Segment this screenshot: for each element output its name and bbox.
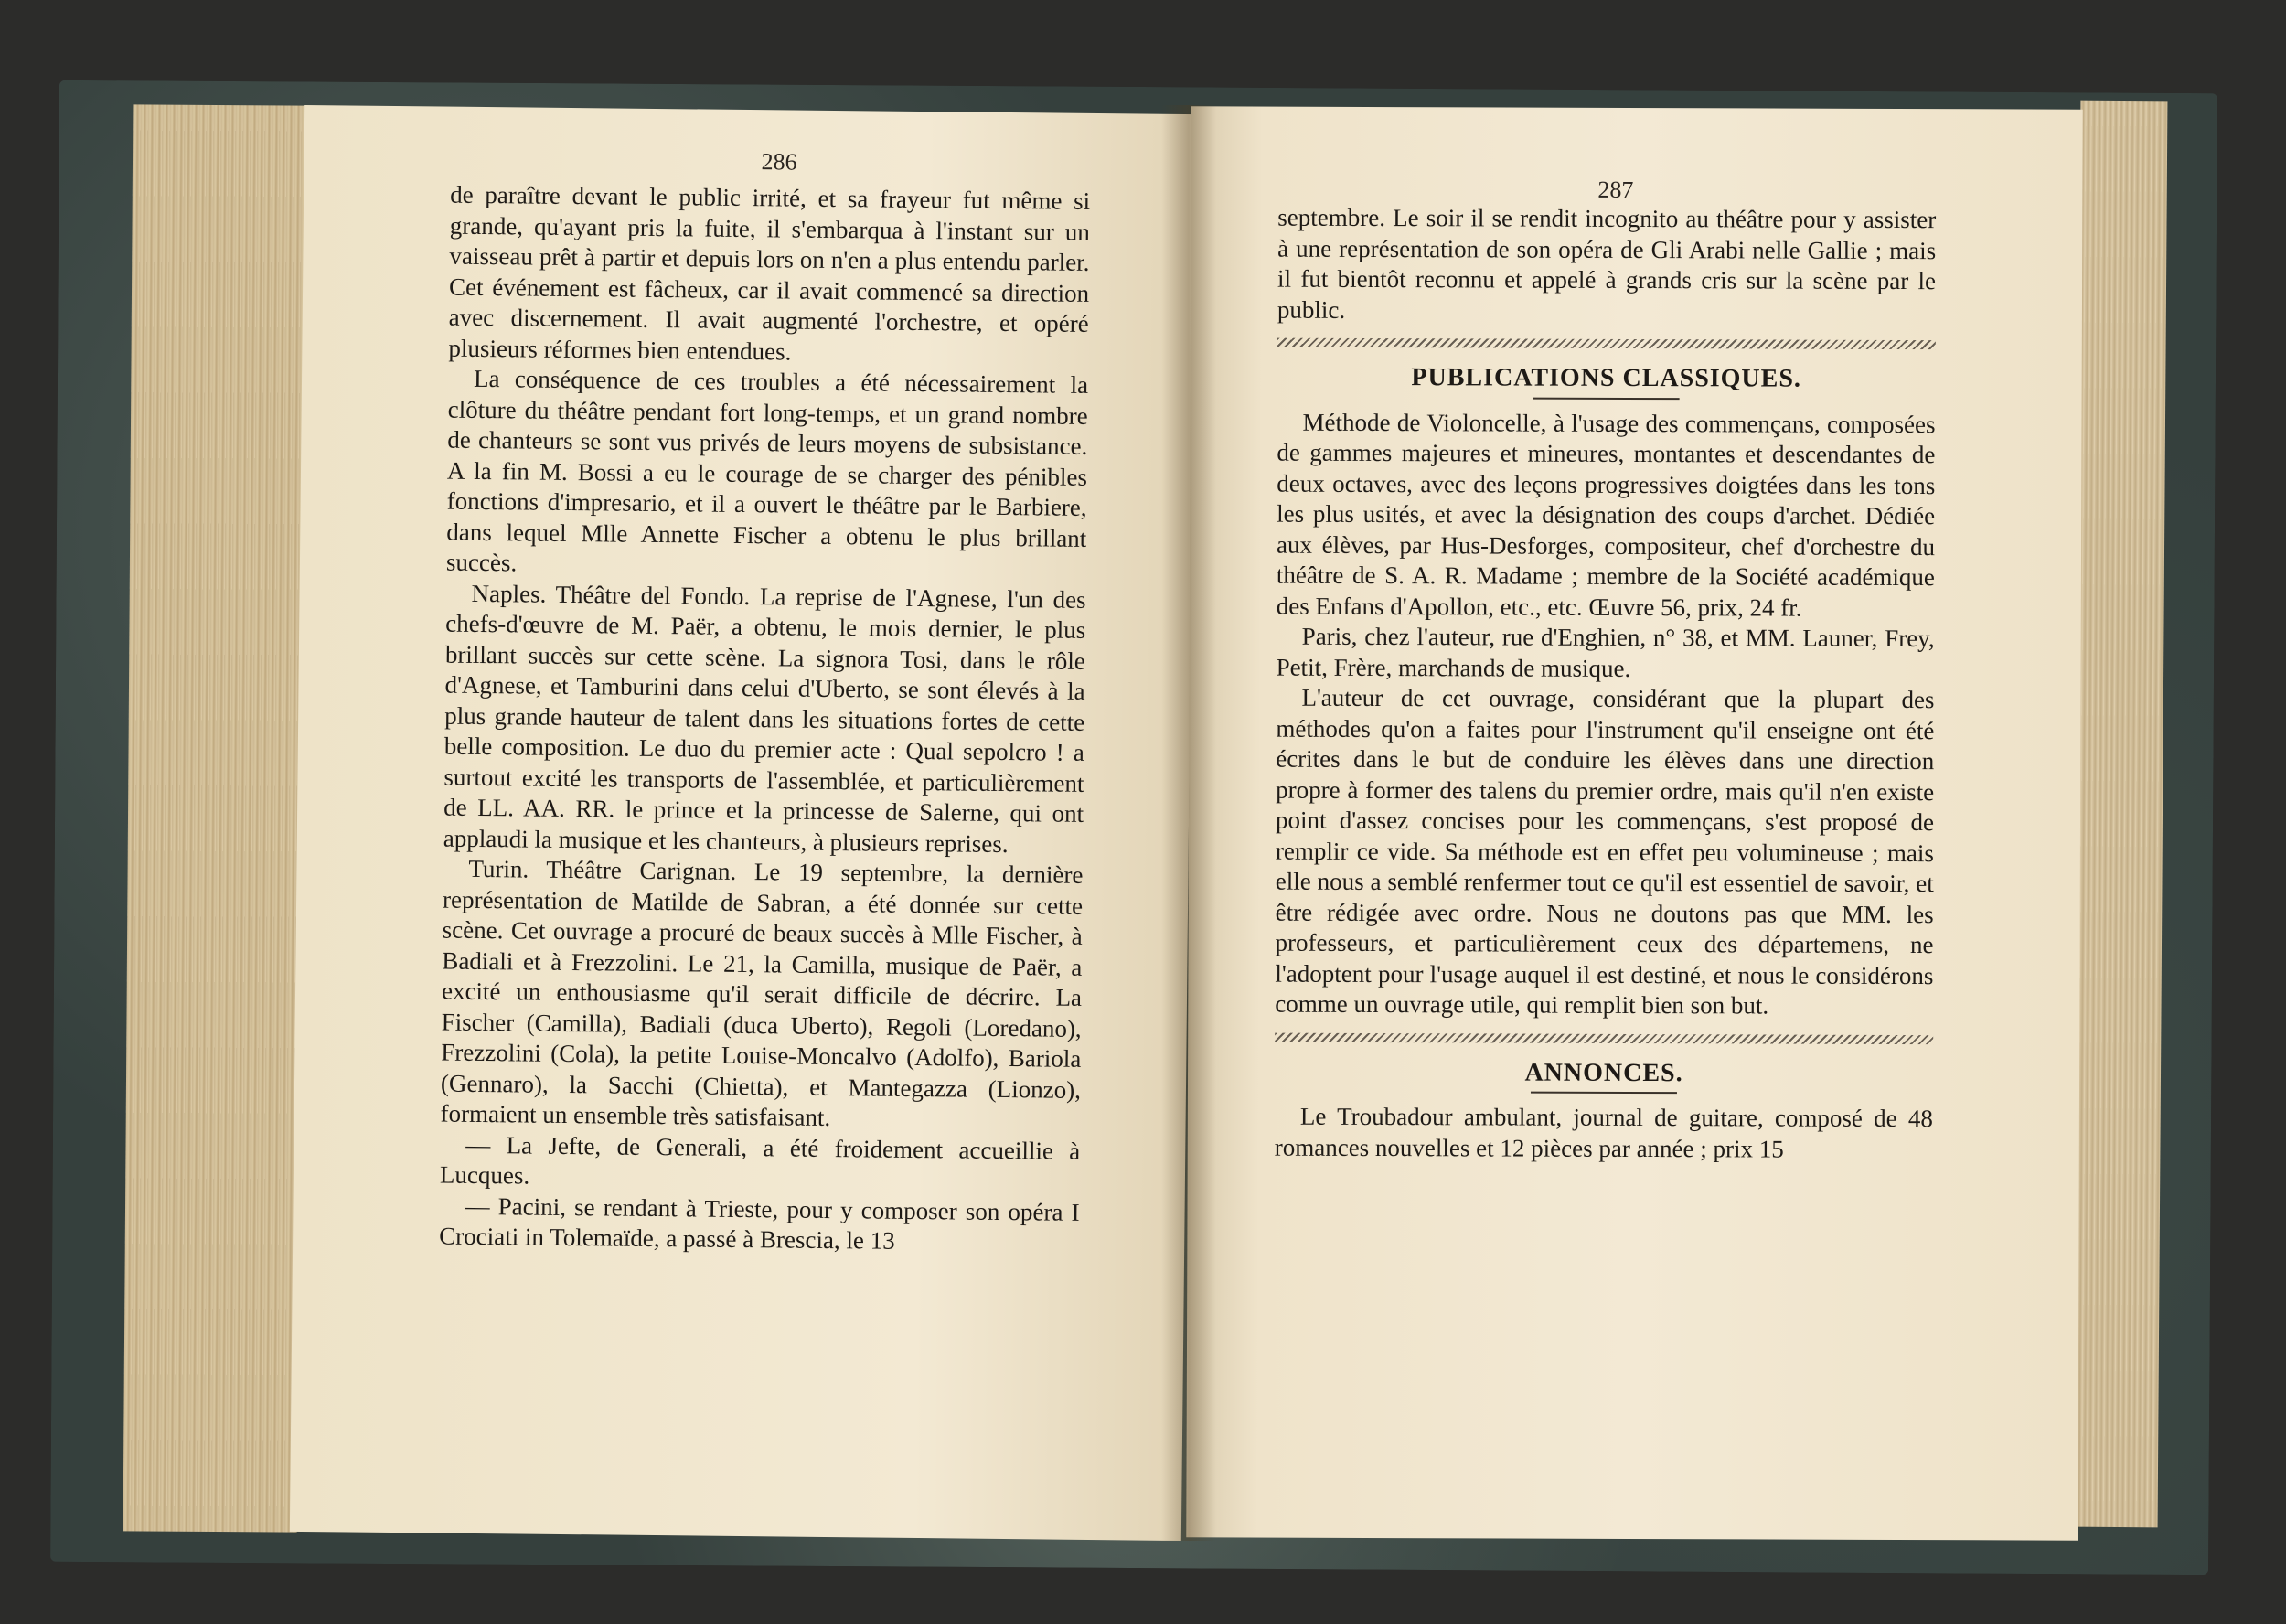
- wavy-divider-2: [1275, 1032, 1933, 1044]
- right-paragraph-review: L'auteur de cet ouvrage, considérant que la plupart des méthodes qu'on a faites pour l'instrument qu'il enseigne ont été écrites dans le but de conduire les élèves dans une direction propre à former des talens du premier ordre, mais qu'il n'en existe point d'assez concises pour les commençans, s'est proposé de remplir ce vide. Sa méthode est en effet peu volumineuse ; mais elle nous a semblé renfermer tout ce qu'il est essentiel de savoir, et être rédigée avec ordre. Nous ne doutons pas que MM. les professeurs, et particulièrement ceux des départemens, ne l'adoptent pour l'usage auquel il est destiné, et nous le considérons comme un ouvrage utile, qui remplit bien son but.: [1275, 683, 1935, 1020]
- section-rule-1: [1533, 397, 1680, 400]
- section-rule-2: [1531, 1092, 1677, 1095]
- left-paragraph-turin: Turin. Théâtre Carignan. Le 19 septembre, la dernière représentation de Matilde de Sabran, a été donnée sur cette scène. Cet ouvrage a procuré de beaux succès à Mlle Fischer, à Badiali et à Frezzolini. Le 21, la Camilla, musique de Paër, a excité un enthousiasme qu'il serait difficile de décrire. La Fischer (Camilla), Badiali (duca Uberto), Regoli (Loredano), Frezzolini (Cola), la petite Louise-Moncalvo (Adolfo), Bariola (Gennaro), la Sacchi (Chietta), et Mantegazza (Lionzo), formaient un ensemble très satisfaisant.: [440, 854, 1084, 1132]
- section-title-publications: PUBLICATIONS CLASSIQUES.: [1411, 363, 1802, 393]
- section-title-annonces: ANNONCES.: [1524, 1058, 1683, 1087]
- left-page-number: 286: [761, 148, 797, 176]
- left-paragraph-naples: Naples. Théâtre del Fondo. La reprise de l'Agnese, l'un des chefs-d'œuvre de M. Paër, a obtenu, le mois dernier, le plus brillant succès sur cette scène. La signora Tosi, dans le rôle d'Agnese, et Tamburini dans celui d'Uberto, se sont élevés à la plus grande hauteur de talent dans les situations fortes de cette belle composition. Le duo du premier acte : Qual sepolcro ! a surtout excité les transports de l'assemblée, et particulièrement de LL. AA. RR. le prince et la princesse de Salerne, qui ont applaudi la musique et les chanteurs, à plusieurs reprises.: [443, 579, 1086, 858]
- left-page-text: [439, 180, 1090, 1259]
- left-page-edges: [123, 104, 307, 1532]
- left-paragraph-pacini: — Pacini, se rendant à Trieste, pour y composer son opéra I Crociati in Tolemaïde, a passé à Brescia, le 13: [439, 1191, 1080, 1255]
- right-paragraph-paris: Paris, chez l'auteur, rue d'Enghien, n° 38, et MM. Launer, Frey, Petit, Frère, marchands de musique.: [1276, 622, 1935, 682]
- right-page-text: [1275, 203, 1937, 1166]
- left-paragraph-2: La conséquence de ces troubles a été nécessairement la clôture du théâtre pendant fort long-temps, et un grand nombre de chanteurs se sont vus privés de leurs moyens de subsistance. A la fin M. Bossi a eu le courage de se charger des pénibles fonctions d'impresario, et il a ouvert le théâtre par le Barbiere, dans lequel Mlle Annette Fischer a obtenu le plus brillant succès.: [445, 364, 1089, 577]
- right-page: [1186, 106, 2082, 1540]
- book-gutter-shadow: [1161, 105, 1216, 1541]
- right-paragraph-troubadour: Le Troubadour ambulant, journal de guitare, composé de 48 romances nouvelles et 12 pièces par année ; prix 15: [1274, 1102, 1933, 1163]
- left-paragraph-1: de paraître devant le public irrité, et sa frayeur fut même si grande, qu'ayant pris la fuite, il s'embarqua à l'instant sur un vaisseau prêt à partir et depuis lors on n'en a plus entendu parler. Cet événement est fâcheux, car il avait commencé sa direction avec discernement. Il avait augmenté l'orchestre, et opéré plusieurs réformes bien entendues.: [448, 180, 1091, 366]
- wavy-divider-1: [1277, 338, 1936, 350]
- left-page: [290, 105, 1196, 1541]
- left-paragraph-jefte: — La Jefte, de Generali, a été froidement accueillie à Lucques.: [439, 1130, 1081, 1190]
- right-intro-paragraph: septembre. Le soir il se rendit incognito au théâtre pour y assister à une représentation de son opéra de Gli Arabi nelle Gallie ; mais il fut bientôt reconnu et appelé à grands cris sur la scène par le public.: [1277, 203, 1937, 324]
- right-paragraph-methode: Méthode de Violoncelle, à l'usage des commençans, composées de gammes majeures et mineures, montantes et descendantes de deux octaves, avec des leçons progressives doigtées dans les tons les plus usités, et avec la désignation des coups d'archet. Dédiée aux élèves, par Hus-Desforges, compositeur, chef d'orchestre du théâtre de S. A. R. Madame ; membre de la Société académique des Enfans d'Apollon, etc., etc. Œuvre 56, prix, 24 fr.: [1276, 408, 1936, 622]
- right-page-number: 287: [1597, 176, 1634, 203]
- right-page-edges: [2071, 101, 2168, 1528]
